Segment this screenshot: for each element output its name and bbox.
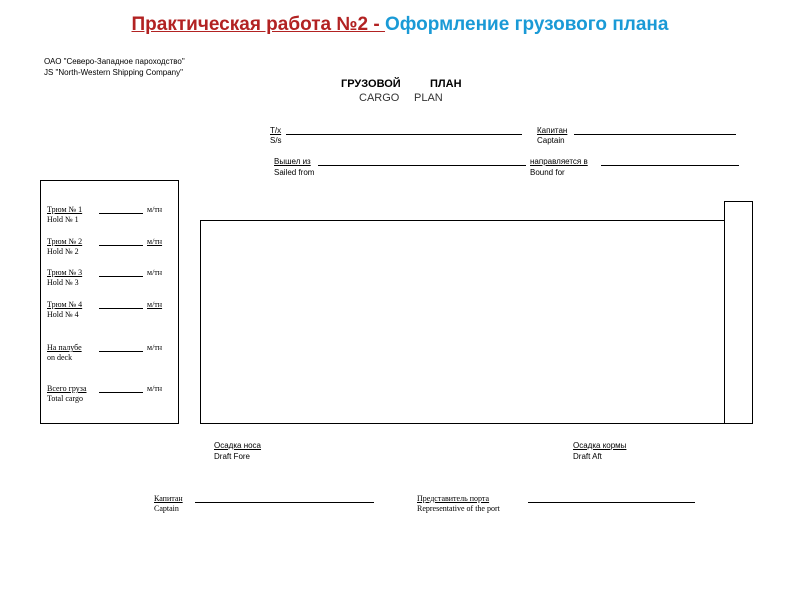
- captain-top-label-en: Captain: [537, 136, 565, 145]
- deck-label-ru: На палубе: [47, 343, 82, 352]
- deck-label-en: on deck: [47, 353, 73, 362]
- heading-ru-right: ПЛАН: [430, 78, 462, 90]
- title-part-2: Оформление грузового плана: [385, 14, 669, 35]
- hold-1-unit: м/тн: [147, 205, 163, 214]
- draft-fore-label-en: Draft Fore: [214, 452, 251, 461]
- captain-top-label-ru: Капитан: [537, 126, 568, 135]
- hold-1-label-en: Hold № 1: [47, 215, 79, 224]
- bound-label-en: Bound for: [530, 168, 565, 177]
- company-name-en: JS "North-Western Shipping Company": [44, 68, 183, 77]
- draft-fore-label-ru: Осадка носа: [214, 441, 262, 450]
- bound-for-line[interactable]: [601, 165, 739, 166]
- heading-ru-left: ГРУЗОВОЙ: [341, 78, 401, 90]
- deck-row: [47, 343, 163, 363]
- hold-2-unit: м/тн: [147, 237, 163, 246]
- holds-summary-box: [40, 180, 179, 424]
- hold-3-unit: м/тн: [147, 268, 163, 277]
- hold-row-3: [47, 268, 163, 288]
- total-cargo-row: [47, 384, 163, 404]
- port-rep-signature-line[interactable]: [528, 502, 695, 503]
- company-name-ru: ОАО "Северо-Западное пароходство": [44, 57, 185, 66]
- deck-unit: м/тн: [147, 343, 163, 352]
- captain-bottom-label-en: Captain: [154, 504, 179, 513]
- total-unit: м/тн: [147, 384, 163, 393]
- hold-row-4: [47, 300, 163, 320]
- hold-2-label-en: Hold № 2: [47, 247, 79, 256]
- heading-en-right: PLAN: [414, 92, 443, 104]
- hold-4-line[interactable]: [99, 308, 143, 309]
- hold-3-label-en: Hold № 3: [47, 278, 79, 287]
- ship-label-en: S/s: [270, 136, 282, 145]
- heading-en-left: CARGO: [359, 92, 400, 104]
- hold-4-label-ru: Трюм № 4: [47, 300, 83, 309]
- draft-aft-label-en: Draft Aft: [573, 452, 602, 461]
- sailed-from-line[interactable]: [318, 165, 526, 166]
- bound-label-ru: направляется в: [530, 157, 588, 166]
- ship-label-ru: Т/х: [270, 126, 282, 135]
- hold-row-2: [47, 237, 163, 257]
- title-part-1: Практическая работа №2 -: [131, 14, 386, 35]
- total-line[interactable]: [99, 392, 143, 393]
- hold-4-label-en: Hold № 4: [47, 310, 79, 319]
- captain-bottom-label-ru: Капитан: [154, 494, 183, 503]
- hold-4-unit: м/тн: [147, 300, 163, 309]
- port-rep-label-en: Representative of the port: [417, 504, 500, 513]
- sailed-label-en: Sailed from: [274, 168, 315, 177]
- port-rep-label-ru: Представитель порта: [417, 494, 490, 503]
- ship-name-line[interactable]: [286, 134, 522, 135]
- hold-3-line[interactable]: [99, 276, 143, 277]
- hold-row-1: [47, 205, 163, 225]
- deck-line[interactable]: [99, 351, 143, 352]
- draft-aft-label-ru: Осадка кормы: [573, 441, 627, 450]
- hold-1-label-ru: Трюм № 1: [47, 205, 83, 214]
- total-label-en: Total cargo: [47, 394, 83, 403]
- sailed-label-ru: Вышел из: [274, 157, 311, 166]
- page-title: [0, 14, 800, 36]
- total-label-ru: Всего груза: [47, 384, 87, 393]
- cargo-plan-drawing-area[interactable]: [200, 220, 725, 424]
- cargo-plan-stern-section[interactable]: [724, 201, 753, 424]
- captain-signature-line[interactable]: [195, 502, 374, 503]
- hold-3-label-ru: Трюм № 3: [47, 268, 83, 277]
- hold-2-line[interactable]: [99, 245, 143, 246]
- hold-1-line[interactable]: [99, 213, 143, 214]
- captain-top-line[interactable]: [574, 134, 736, 135]
- hold-2-label-ru: Трюм № 2: [47, 237, 83, 246]
